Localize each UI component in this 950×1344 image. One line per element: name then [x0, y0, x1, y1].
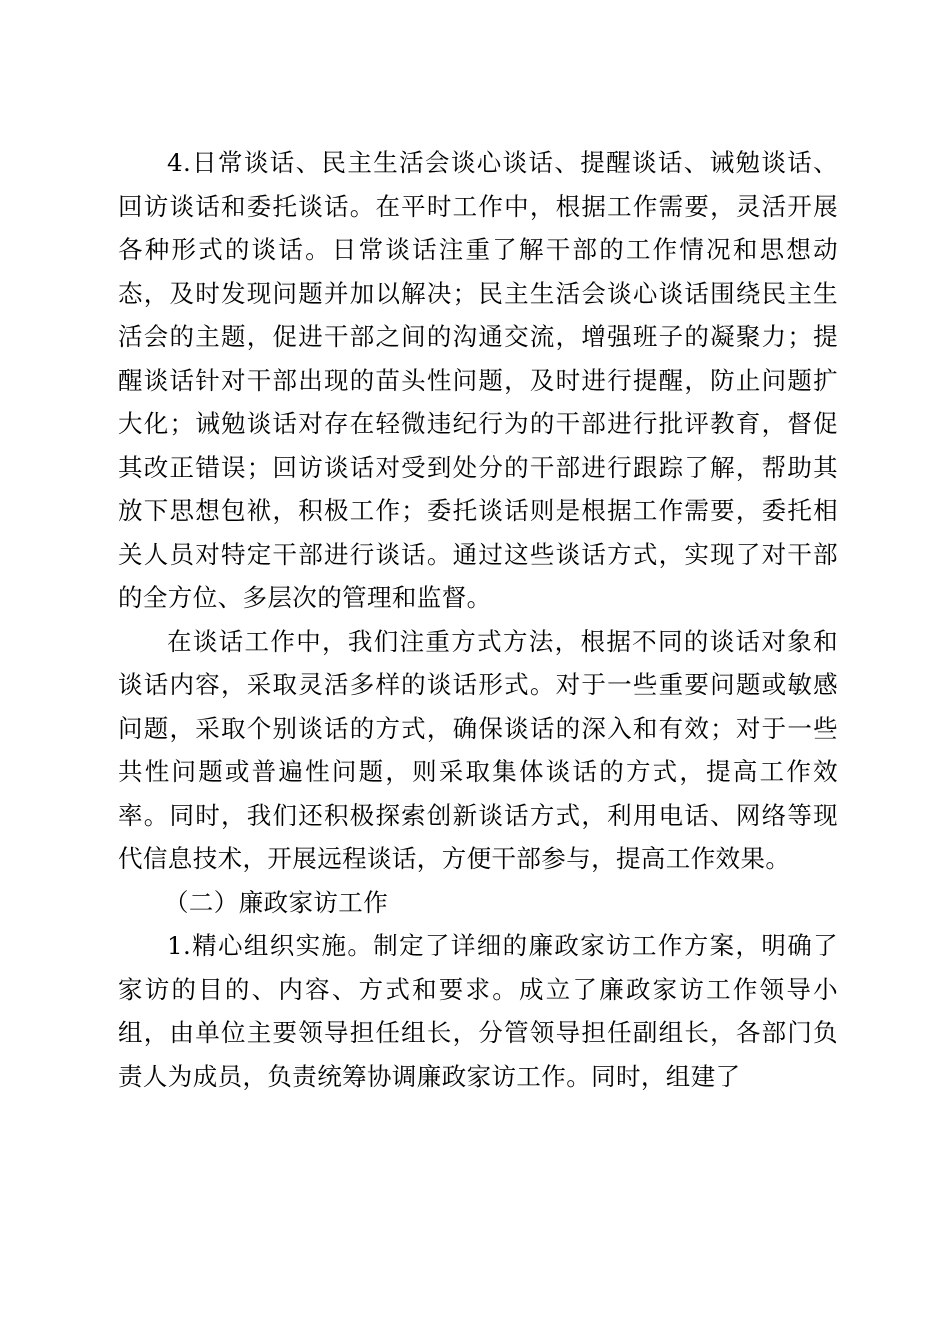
paragraph-daily-talks: 4.日常谈话、民主生活会谈心谈话、提醒谈话、诫勉谈话、回访谈话和委托谈话。在平时工作中，根据工作需要，灵活开展各种形式的谈话。日常谈话注重了解干部的工作情况和思想动态，及时发现问题并加以解决；民主生活会谈心谈话围绕民主生活会的主题，促进干部之间的沟通交流，增强班子的凝聚力；提醒谈话针对干部出现的苗头性问题，及时进行提醒，防止问题扩大化；诫勉谈话对存在轻微违纪行为的干部进行批评教育，督促其改正错误；回访谈话对受到处分的干部进行跟踪了解，帮助其放下思想包袱，积极工作；委托谈话则是根据工作需要，委托相关人员对特定干部进行谈话。通过这些谈话方式，实现了对干部的全方位、多层次的管理和监督。: [118, 148, 838, 612]
paragraph-talk-methods: 在谈话工作中，我们注重方式方法，根据不同的谈话对象和谈话内容，采取灵活多样的谈话形式。对于一些重要问题或敏感问题，采取个别谈话的方式，确保谈话的深入和有效；对于一些共性问题或普遍性问题，则采取集体谈话的方式，提高工作效率。同时，我们还积极探索创新谈话方式，利用电话、网络等现代信息技术，开展远程谈话，方便干部参与，提高工作效果。: [118, 626, 838, 873]
section-heading: （二）廉政家访工作: [164, 887, 389, 917]
document-body: [118, 141, 838, 1098]
paragraph-organize-implementation: 1.精心组织实施。制定了详细的廉政家访工作方案，明确了家访的目的、内容、方式和要求。成立了廉政家访工作领导小组，由单位主要领导担任组长，分管领导担任副组长，各部门负责人为成员，负责统筹协调廉政家访工作。同时，组建了: [118, 931, 838, 1091]
